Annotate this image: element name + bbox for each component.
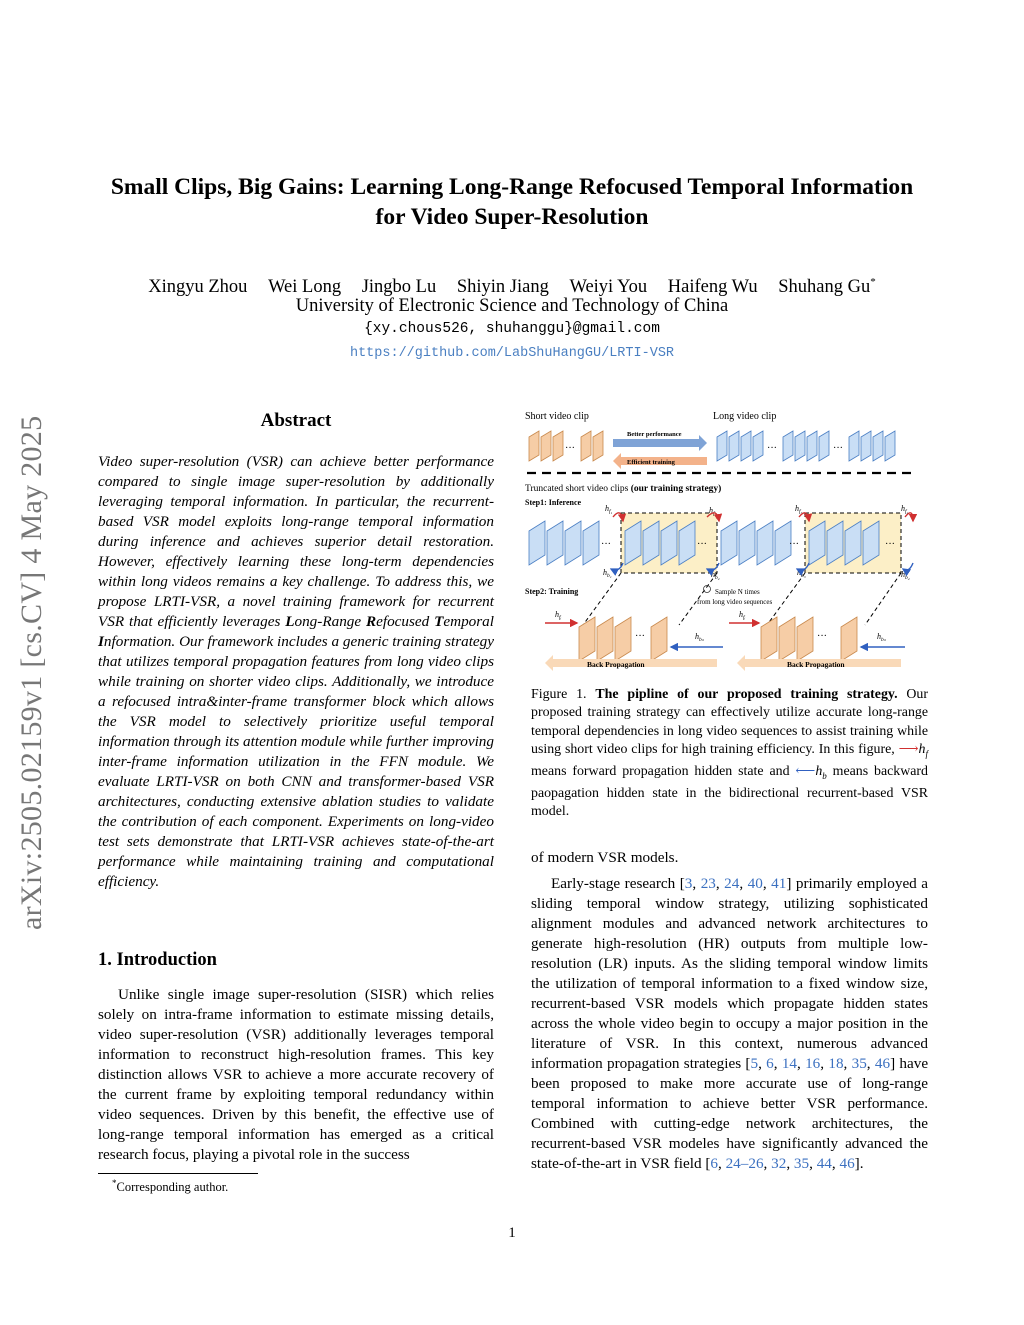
author-corresponding: Shuhang Gu* [778, 276, 876, 298]
svg-text:Better performance: Better performance [627, 431, 682, 438]
abstract-body: Video super-resolution (VSR) can achieve better performance compared to single image super-resolution by additionally leveraging temporal information. In particular, the recurrent-based VSR model exploits long-range temporal information during inference and achieves superior detail restoration. However, effectively learning these long-term dependencies within long videos remains a key challenge. To address this, we propose LRTI-VSR, a novel training framework for recurrent VSR that efficiently leverages Long-Range Refocused Temporal Information. Our framework includes a generic training strategy that utilizes temporal propagation features from long video clips while training on shorter video clips. Additionally, we introduce a refocused intra&inter-frame transformer block which allows the VSR model to selectively prioritize useful temporal information through its attention module while further improving inter-frame information utilization in the FFN module. We evaluate LRTI-VSR on both CNN and transformer-based VSR architectures, conducting extensive ablation studies to validate the contribution of each component. Experiments on long-video test sets demonstrate that LRTI-VSR achieves state-of-the-art performance while maintaining training and computational efficiency. [98, 453, 494, 890]
svg-text:hfᵢ: $h_{fᵢ}$ [555, 610, 562, 621]
svg-text:···: ··· [767, 443, 777, 454]
long-clip-label: Long video clip [713, 411, 777, 422]
svg-text:···: ··· [635, 631, 645, 642]
citation[interactable]: 41 [771, 875, 787, 892]
citation[interactable]: 14 [781, 1055, 797, 1072]
citation[interactable]: 35 [851, 1055, 867, 1072]
svg-text:hb₁: $h_{b_1}$ [603, 568, 612, 579]
page-number: 1 [508, 1225, 516, 1241]
svg-text:···: ··· [697, 539, 707, 550]
step1-label: Step1: Inference [525, 498, 582, 507]
svg-text:hfᵢ: $h_{fᵢ}$ [739, 610, 746, 621]
citation[interactable]: 46 [839, 1155, 855, 1172]
svg-text:···: ··· [817, 631, 827, 642]
svg-text:···: ··· [789, 539, 799, 550]
author: Xingyu Zhou [148, 277, 248, 298]
citation[interactable]: 23 [700, 875, 716, 892]
citation[interactable]: 3 [684, 875, 693, 892]
citation[interactable]: 18 [828, 1055, 844, 1072]
sample-text-2: from long video sequences [697, 598, 773, 606]
citation[interactable]: 24 [724, 875, 740, 892]
citation[interactable]: 16 [805, 1055, 821, 1072]
svg-text:···: ··· [833, 443, 843, 454]
author: Weiyi You [569, 277, 648, 298]
footnote: *Corresponding author. [112, 1178, 229, 1195]
project-link[interactable]: https://github.com/LabShuHangGU/LRTI-VSR [349, 346, 675, 361]
svg-text:hf₄: $h_{f_4}$ [901, 504, 909, 515]
svg-text:Back Propagation: Back Propagation [587, 660, 645, 669]
affiliation: University of Electronic Science and Technology of China [295, 296, 729, 316]
citation[interactable]: 35 [793, 1155, 810, 1172]
abstract-heading: Abstract [260, 410, 332, 431]
svg-text:···: ··· [565, 443, 575, 454]
arxiv-id: arXiv:2505.02159v1 [cs.CV] 4 May 2025 [15, 415, 48, 930]
footnote-rule [98, 1173, 258, 1174]
author: Shiyin Jiang [456, 277, 549, 298]
svg-text:hbₙ: $h_{b_n}$ [877, 632, 886, 643]
citation[interactable]: 5 [750, 1055, 759, 1072]
citation[interactable]: 40 [747, 875, 763, 892]
citation[interactable]: 24–26 [725, 1155, 764, 1172]
svg-text:···: ··· [601, 539, 611, 550]
citation[interactable]: 6 [766, 1055, 774, 1072]
svg-text:hf₃: $h_{f_3}$ [795, 504, 803, 515]
svg-text:Back Propagation: Back Propagation [787, 660, 845, 669]
arxiv-sidebar [15, 350, 55, 930]
svg-text:hf₁: $h_{f_1}$ [605, 504, 613, 515]
citation[interactable]: 44 [816, 1155, 832, 1172]
long-clip-frames [717, 431, 895, 461]
author: Jingbo Lu [361, 277, 437, 298]
truncated-label: Truncated short video clips (our training strategy) [525, 484, 722, 494]
svg-text:hf₂: $h_{f_2}$ [709, 506, 717, 517]
citation[interactable]: 46 [874, 1055, 891, 1072]
intro-paragraph: Unlike single image super-resolution (SISR) which relies solely on intra-frame information to estimate missing details, video super-resolution (VSR) additionally leverages temporal information to reconstruct high-resolution frames. This key distinction allows VSR to achieve a more accurate recovery of the current frame by exploiting temporal redundancy within video sequences. Driven by this benefit, the effective use of long-range temporal information has emerged as a critical research focus, playing a pivotal role in the success [98, 986, 494, 1163]
email: {xy.chous526, shuhanggu}@gmail.com [364, 321, 660, 337]
short-clip-label: Short video clip [525, 411, 589, 422]
svg-text:Efficient training: Efficient training [627, 459, 675, 466]
svg-text:hb₂: $h_{b_2}$ [711, 570, 720, 581]
svg-text:···: ··· [885, 539, 895, 550]
svg-text:hb₃: $h_{b_3}$ [797, 568, 806, 579]
compare-arrows [613, 431, 707, 469]
title-line-2: for Video Super-Resolution [375, 204, 649, 230]
figure-pipeline [521, 403, 921, 675]
short-clip-frames [529, 431, 603, 461]
title-line-1: Small Clips, Big Gains: Learning Long-Range Refocused Temporal Information [110, 174, 914, 200]
step2-label: Step2: Training [525, 587, 579, 596]
citation[interactable]: 32 [771, 1155, 787, 1172]
author: Haifeng Wu [667, 277, 758, 298]
corresponding-mark: * [870, 276, 876, 288]
author: Wei Long [268, 277, 342, 298]
sample-text-1: Sample N times [715, 588, 760, 596]
right-column-text: of modern VSR models. Early-stage research [3, 23, 24, 40, 41] primarily employed a sliding temporal window strategy, utilizing sophisticated alignment modules and advanced network architectures to generate high-resolution (HR) outputs from multiple low-resolution (LR) inputs. As the sliding temporal window limits the utilization of temporal information to a fixed window size, recurrent-based VSR models which propagate hidden states across the whole video begin to occupy a major position in the literature of VSR. In this context, numerous advanced information propagation strategies [5, 6, 14, 16, 18, 35, 46] have been proposed to make more accurate use of long-range temporal information to achieve better VSR performance. Combined with cutting-edge network architectures, the recurrent-based VSR modeles have significantly advanced the state-of-the-art in VSR field [6, 24–26, 32, 35, 44, 46]. [531, 849, 929, 1172]
section-heading: 1. Introduction [98, 950, 217, 970]
figure-caption: Figure 1. The pipline of our proposed training strategy. Our proposed training strategy can effectively utilize accurate long-range temporal dependencies in long video sequences to assist training while using short video clips for high training efficiency. In this figure, $⟶h_f$ means forward propagation hidden state and $⟵h_b$ means backward paopagation hidden state in the bidirectional recurrent-based VSR model. [531, 687, 928, 820]
paper-title [60, 172, 964, 232]
citation[interactable]: 6 [710, 1155, 718, 1172]
training-frames [579, 617, 857, 661]
svg-text:hbₙ: $h_{b_n}$ [695, 632, 704, 643]
svg-text:hb₄: $h_{b_4}$ [901, 570, 910, 581]
